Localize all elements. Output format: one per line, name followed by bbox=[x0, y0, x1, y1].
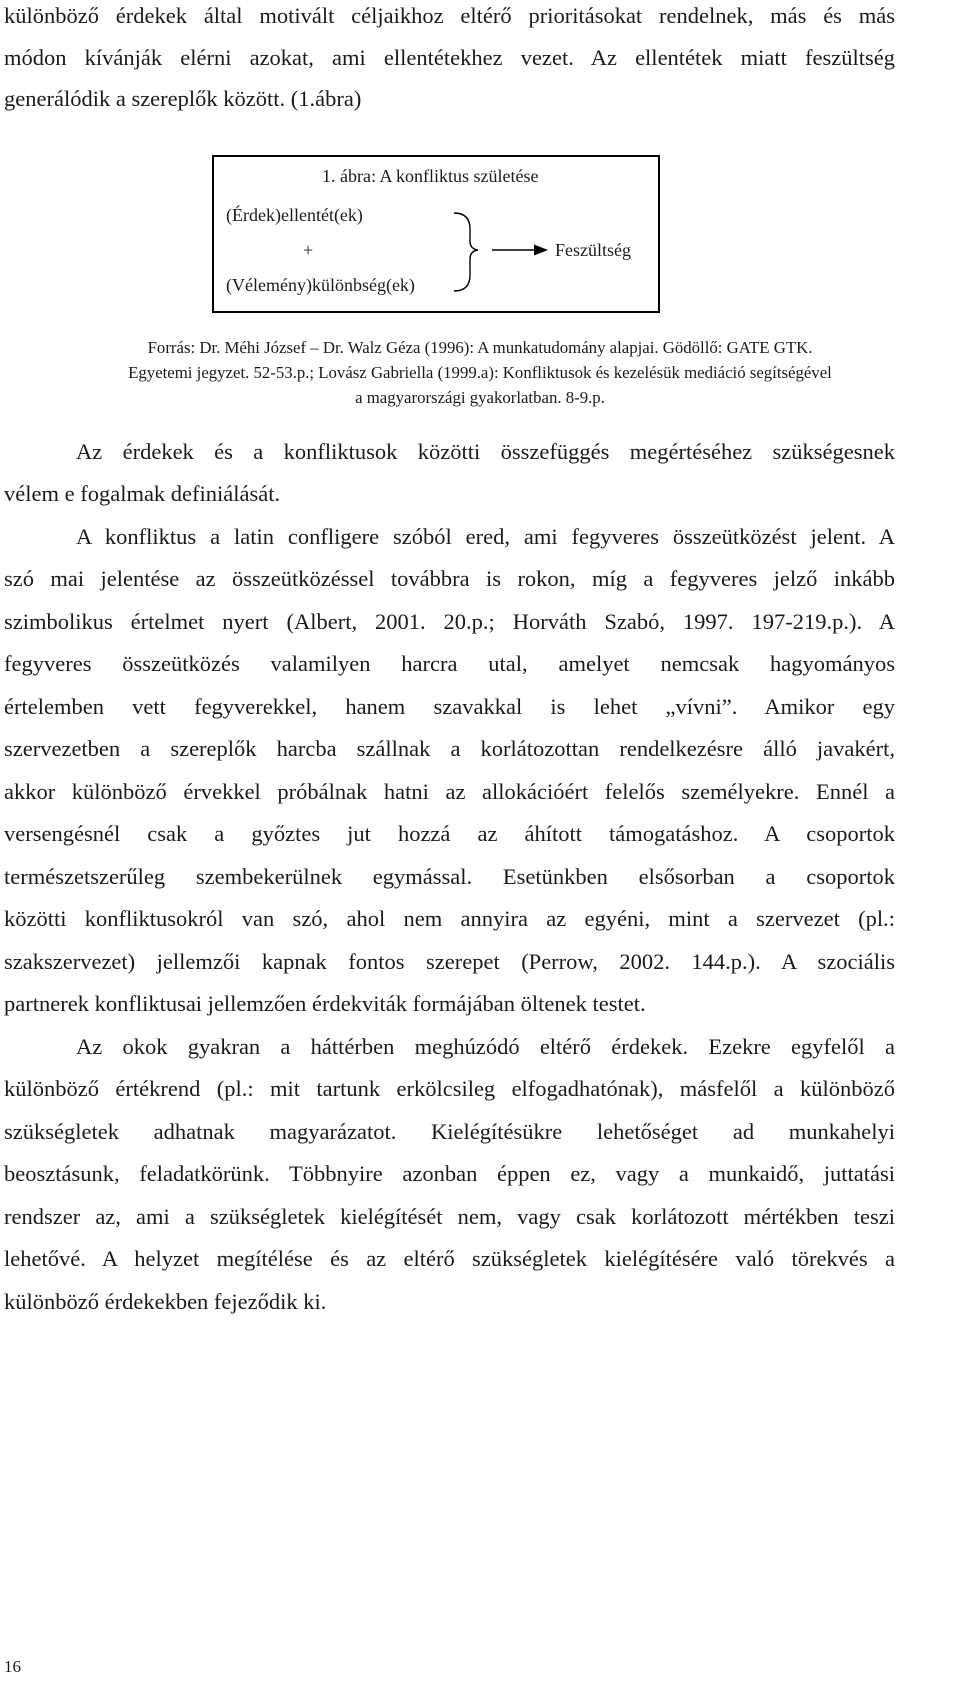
body-line-16: különböző értékrend (pl.: mit tartunk erkölcsileg elfogadhatónak), másfelől a különböző bbox=[4, 1076, 895, 1101]
body-line-15: Az okok gyakran a háttérben meghúzódó eltérő érdekek. Ezekre egyfelől a bbox=[76, 1034, 895, 1059]
body-line-5: szimbolikus értelmet nyert (Albert, 2001. 20.p.; Horváth Szabó, 1997. 197-219.p.). A bbox=[4, 609, 895, 634]
body-line-18: beosztásunk, feladatkörünk. Többnyire azonban éppen ez, vagy a munkaidő, juttatási bbox=[4, 1161, 895, 1186]
body-line-19: rendszer az, ami a szükségletek kielégítését nem, vagy csak korlátozott mértékben teszi bbox=[4, 1204, 895, 1229]
figure-result: Feszültség bbox=[555, 240, 631, 260]
body-line-9: akkor különböző érvekkel próbálnak hatni az allokációért felelős személyekre. Ennél a bbox=[4, 779, 895, 804]
figure-item-opinion-difference: (Vélemény)különbség(ek) bbox=[226, 275, 415, 295]
body-line-7: értelemben vett fegyverekkel, hanem szavakkal is lehet „vívni”. Amikor egy bbox=[4, 694, 895, 719]
source-line-3: a magyarországi gyakorlatban. 8-9.p. bbox=[355, 388, 605, 407]
figure-box bbox=[212, 155, 660, 313]
body-line-13: szakszervezet) jellemzői kapnak fontos szerepet (Perrow, 2002. 144.p.). A szociális bbox=[4, 949, 895, 974]
intro-line-1: különböző érdekek által motivált céljaikhoz eltérő prioritásokat rendelnek, más és más bbox=[4, 3, 895, 28]
figure-item-interest-conflict: (Érdek)ellentét(ek) bbox=[226, 205, 363, 225]
body-line-4: szó mai jelentése az összeütközéssel továbbra is rokon, míg a fegyveres jelző inkább bbox=[4, 566, 895, 591]
body-line-12: közötti konfliktusokról van szó, ahol nem annyira az egyéni, mint a szervezet (pl.: bbox=[4, 906, 895, 931]
body-line-10: versengésnél csak a győztes jut hozzá az áhított támogatáshoz. A csoportok bbox=[4, 821, 895, 846]
arrow-head-icon bbox=[534, 245, 548, 256]
body-line-2: vélem e fogalmak definiálását. bbox=[4, 481, 281, 506]
brace-icon bbox=[454, 213, 478, 291]
intro-line-3: generálódik a szereplők között. (1.ábra) bbox=[4, 86, 362, 111]
figure-brace-arrow bbox=[214, 157, 658, 311]
body-line-1: Az érdekek és a konfliktusok közötti összefüggés megértéséhez szükségesnek bbox=[76, 439, 895, 464]
body-line-6: fegyveres összeütközés valamilyen harcra utal, amelyet nemcsak hagyományos bbox=[4, 651, 895, 676]
body-line-3: A konfliktus a latin confligere szóból ered, ami fegyveres összeütközést jelent. A bbox=[76, 524, 895, 549]
figure-item-plus: + bbox=[303, 240, 314, 260]
body-line-20: lehetővé. A helyzet megítélése és az eltérő szükségletek kielégítésére való törekvés a bbox=[4, 1246, 895, 1271]
source-line-1: Forrás: Dr. Méhi József – Dr. Walz Géza (1996): A munkatudomány alapjai. Gödöllő: GATE GTK. bbox=[147, 338, 813, 357]
intro-line-2: módon kívánják elérni azokat, ami ellentétekhez vezet. Az ellentétek miatt feszültség bbox=[4, 45, 895, 70]
body-line-21: különböző érdekekben fejeződik ki. bbox=[4, 1289, 327, 1314]
body-line-8: szervezetben a szereplők harcba szállnak a korlátozottan rendelkezésre álló javakért, bbox=[4, 736, 895, 761]
source-line-2: Egyetemi jegyzet. 52-53.p.; Lovász Gabriella (1999.a): Konfliktusok és kezelésük mediáció segítségével bbox=[128, 363, 832, 382]
body-line-11: természetszerűleg szembekerülnek egymással. Esetünkben elsősorban a csoportok bbox=[4, 864, 895, 889]
figure-caption: 1. ábra: A konfliktus születése bbox=[322, 166, 539, 186]
body-line-17: szükségletek adhatnak magyarázatot. Kielégítésükre lehetőséget ad munkahelyi bbox=[4, 1119, 895, 1144]
page-number: 16 bbox=[4, 1657, 21, 1676]
body-line-14: partnerek konfliktusai jellemzően érdekviták formájában öltenek testet. bbox=[4, 991, 646, 1016]
